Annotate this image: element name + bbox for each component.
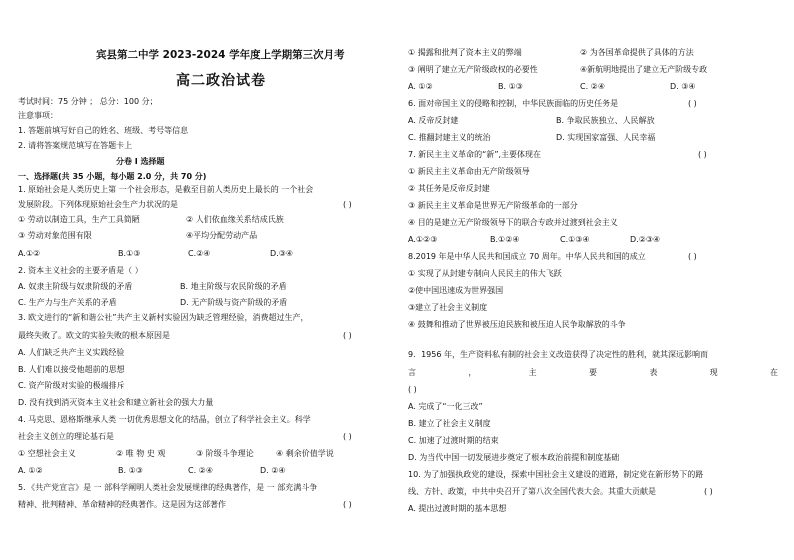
q10-stem-2: 线、方针、政策，中共中央召开了第八次全国代表大会。其重大贡献是 [408,487,656,496]
q9-word-1: 言 [408,368,416,377]
q4-choice-b: B. ①③ [118,466,143,475]
q10-stem-1: 10. 为了加强执政党的建设，探索中国社会主义建设的道路，制定党在新形势下的路 [408,470,704,479]
q6-option-b: B. 争取民族独立、人民解放 [556,116,655,125]
q9-option-d: D. 为当代中国一切发展进步奠定了根本政治前提和制度基础 [408,453,620,462]
q7-choice-b: B.①②④ [490,235,520,244]
q1-choice-d: D.③④ [270,249,294,258]
q2-option-c: C. 生产力与生产关系的矛盾 [18,298,117,307]
q7-option-1: ① 新民主主义革命由无产阶级领导 [408,167,530,176]
q3-stem-1: 3. 欧文进行的“新和谐公社”共产主义新村实验因为缺乏管理经验，消费超过生产， [18,313,309,322]
q9-option-a: A. 完成了“一化三改” [408,402,483,411]
q9-word-5: 表 [649,368,658,377]
q4-choice-d: D. ②④ [260,466,286,475]
q1-stem-2: 发展阶段。下列体现原始社会生产力状况的是 [18,200,178,209]
q4-option-4: ④ 剩余价值学说 [276,449,334,458]
q3-stem-2: 最终失败了。欧文的实验失败的根本原因是 [18,331,170,340]
q9-word-6: 现 [709,368,718,377]
q7-option-3: ③ 新民主主义革命是世界无产阶级革命的一部分 [408,201,578,210]
q5-stem-1: 5．《共产党宣言》是 一 部科学阐明人类社会发展规律的经典著作，是 一 部充满斗争 [18,483,318,492]
notice-2: 2. 请将答案规范填写在答题卡上 [18,141,133,150]
q5-answer-blank: ( ) [343,500,352,509]
q6-option-a: A. 反帝反封建 [408,116,459,125]
exam-meta: 考试时间：75 分钟 ； 总分：100 分； [18,97,158,106]
q8-option-3: ③建立了社会主义制度 [408,303,488,312]
q6-option-c: C. 推翻封建主义的统治 [408,133,491,142]
exam-subtitle: 高二政治试卷 [176,73,266,89]
q9-word-7: 在 [769,368,778,377]
q1-option-1: ① 劳动以制造工具，生产工具简陋 [18,215,140,224]
q8-stem: 8.2019 年是中华人民共和国成立 70 周年。中华人民共和国的成立 [408,252,646,261]
q6-option-d: D. 实现国家富强、人民幸福 [556,133,656,142]
left-column [18,0,400,560]
q6-stem: 6. 面对帝国主义的侵略和控制，中华民族面临的历史任务是 [408,99,619,108]
exam-title: 宾县第二中学 2023-2024 学年度上学期第三次月考 [96,49,345,61]
q4-option-2: ② 唯 物 史 观 [116,449,166,458]
q7-stem: 7. 新民主主义革命的“新”,主要体现在 [408,150,542,159]
q7-choice-d: D.②③④ [630,235,661,244]
q2-option-b: B. 地主阶级与农民阶级的矛盾 [180,282,287,291]
q1-option-2: ② 人们依血缘关系结成氏族 [186,215,284,224]
q1-stem-1: 1. 原始社会是人类历史上第 一个社会形态，是截至目前人类历史上最长的 一个社会 [18,185,314,194]
part-heading: 分卷 I 选择题 [116,157,165,166]
q2-option-a: A. 奴隶主阶级与奴隶阶级的矛盾 [18,282,133,291]
q9-option-b: B. 建立了社会主义制度 [408,419,491,428]
q10-option-a: A. 提出过渡时期的基本思想 [408,504,507,513]
q5-option-1: ① 揭露和批判了资本主义的弊端 [408,48,522,57]
q4-stem-2: 社会主义创立的理论基石是 [18,432,114,441]
q4-answer-blank: ( ) [343,432,352,441]
q8-answer-blank: ( ) [688,252,697,261]
q3-option-b: B. 人们难以接受他超前的思想 [18,365,125,374]
notice-1: 1. 答题前填写好自己的姓名、班级、考号等信息 [18,126,189,135]
q9-word-3: 主 [528,368,537,377]
q5-choice-c: C. ②④ [580,82,606,91]
q7-choice-c: C.①③④ [560,235,590,244]
q7-option-4: ④ 目的是建立无产阶级领导下的联合专政并过渡到社会主义 [408,218,618,227]
q5-option-4: ④新航明地提出了建立无产阶级专政 [580,65,708,74]
q8-option-4: ④ 鼓舞和推动了世界被压迫民族和被压迫人民争取解放的斗争 [408,320,626,329]
q7-choice-a: A.①②③ [408,235,438,244]
q9-stem-1: 9．1956 年，生产资料私有制的社会主义改造获得了决定性的胜利，就其深远影响而 [408,350,708,359]
q2-option-d: D. 无产阶级与资产阶级的矛盾 [180,298,288,307]
q2-stem: 2. 资本主义社会的主要矛盾是（ ） [18,266,143,275]
right-column [408,0,790,560]
q7-answer-blank: ( ) [698,150,707,159]
q5-stem-2: 精神、批判精神、革命精神的经典著作。这是因为这部著作 [18,500,226,509]
q1-option-4: ④平均分配劳动产品 [186,231,258,240]
q8-option-2: ②使中国迅速成为世界强国 [408,286,504,295]
q3-option-d: D. 没有找到消灭资本主义社会和建立新社会的强大力量 [18,398,214,407]
q9-word-4: 要 [588,368,597,377]
q7-option-2: ② 其任务是反帝反封建 [408,184,490,193]
q5-option-3: ③ 阐明了建立无产阶级政权的必要性 [408,65,538,74]
q9-word-2: ， [468,368,477,377]
q4-choice-c: C. ②④ [188,466,214,475]
q1-choice-a: A.①② [18,249,41,258]
q1-answer-blank: ( ) [343,200,352,209]
q1-choice-b: B.①③ [118,249,141,258]
q9-option-c: C. 加速了过渡时期的结束 [408,436,499,445]
q5-option-2: ② 为各国革命提供了具体的方法 [580,48,694,57]
q10-answer-blank: ( ) [704,487,713,496]
q9-stem-2 [408,368,778,378]
q6-answer-blank: ( ) [688,99,697,108]
q5-choice-d: D. ③④ [670,82,696,91]
q4-option-1: ① 空想社会主义 [18,449,76,458]
q5-choice-a: A. ①② [408,82,433,91]
q8-option-1: ① 实现了从封建专制向人民民主的伟大飞跃 [408,269,562,278]
q5-choice-b: B. ①③ [498,82,523,91]
q3-option-c: C. 资产阶级对实验的极端排斥 [18,381,125,390]
q9-answer-blank: ( ) [408,385,417,394]
q4-option-3: ③ 阶级斗争理论 [196,449,254,458]
notice-label: 注意事项： [18,111,58,120]
q4-stem-1: 4. 马克思、恩格斯继承人类 一切优秀思想文化的结晶，创立了科学社会主义。科学 [18,415,311,424]
q3-answer-blank: ( ) [343,331,352,340]
q4-choice-a: A. ①② [18,466,43,475]
q1-option-3: ③ 劳动对象范围有限 [18,231,92,240]
section-heading: 一、选择题(共 35 小题，每小题 2.0 分，共 70 分) [18,172,207,181]
q3-option-a: A. 人们缺乏共产主义实践经验 [18,348,125,357]
q1-choice-c: C.②④ [188,249,211,258]
